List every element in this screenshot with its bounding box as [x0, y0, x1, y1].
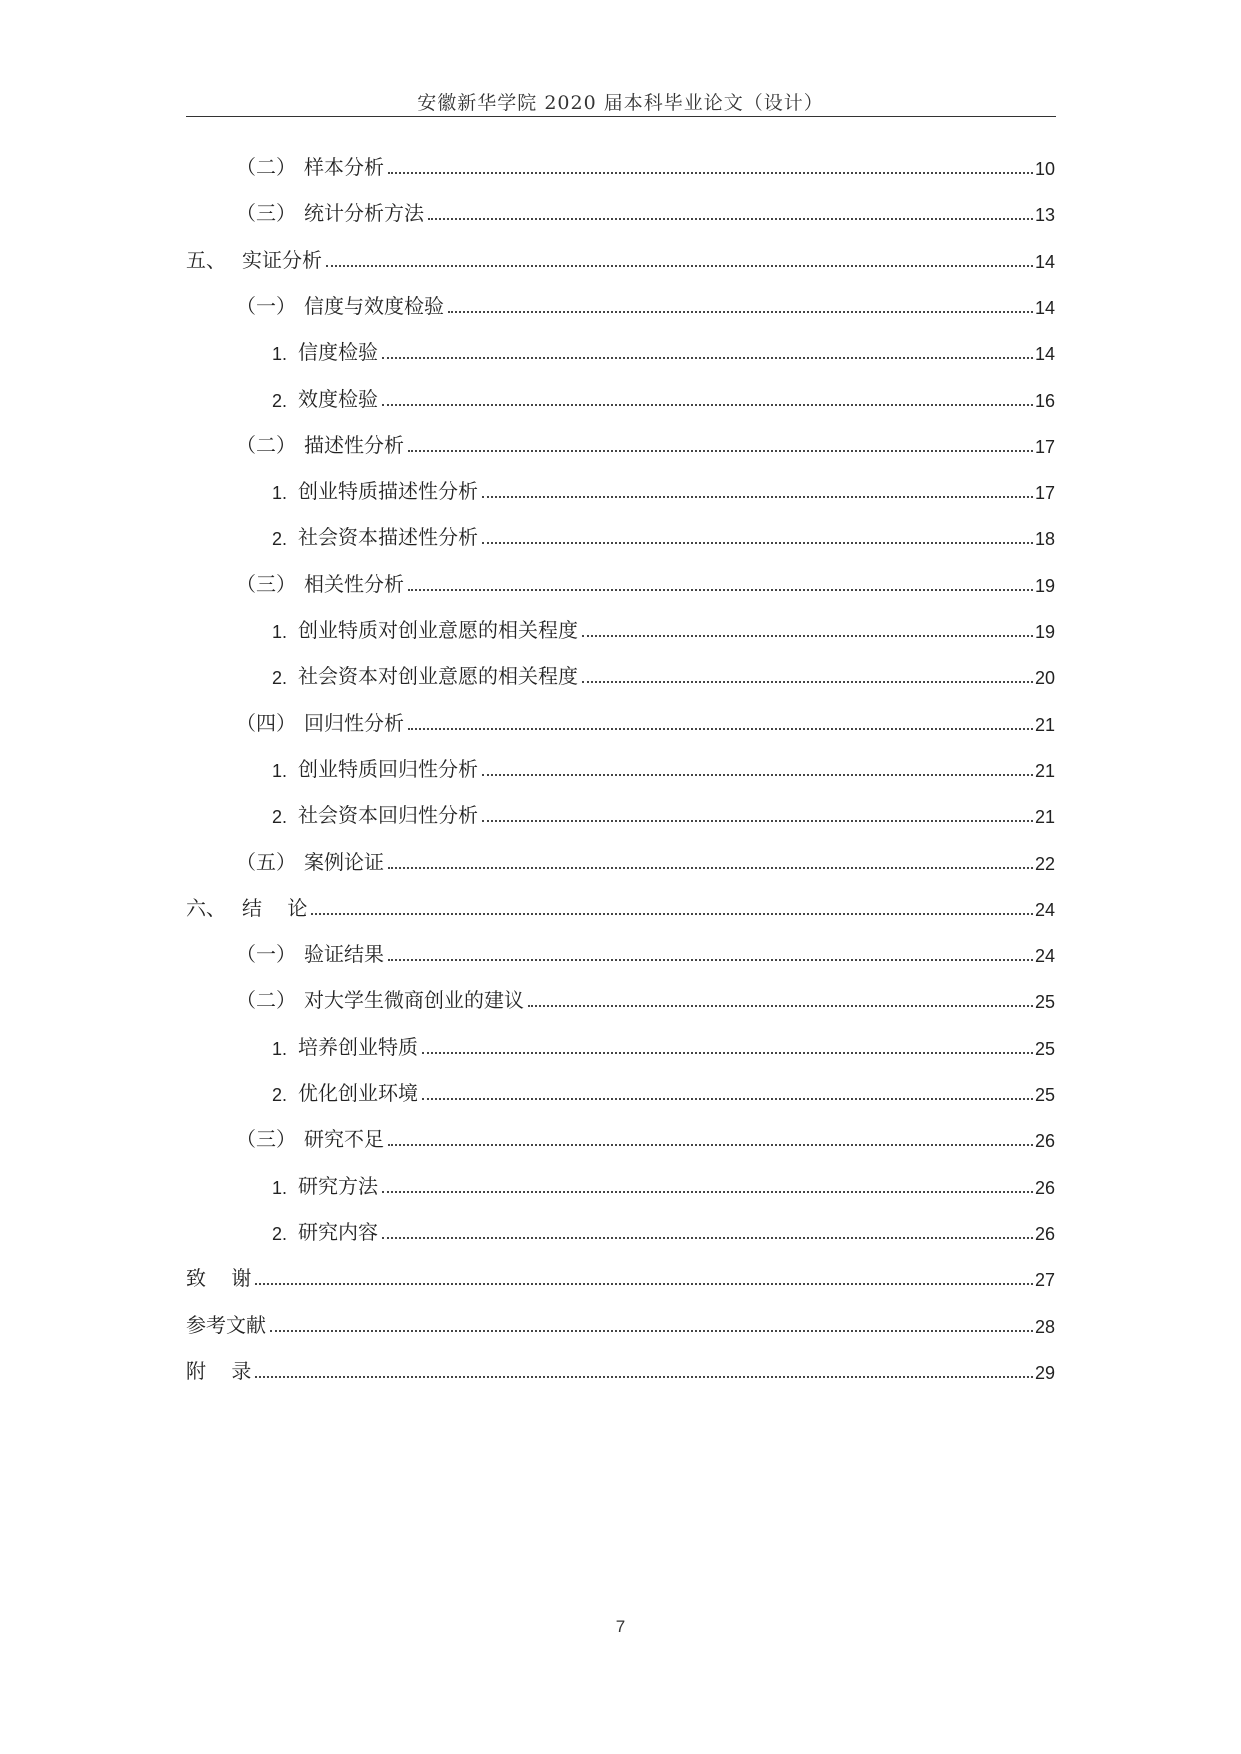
toc-entry-title: 结 论 [242, 895, 308, 920]
toc-entry-page: 24 [1034, 899, 1055, 920]
toc-entry-title: 回归性分析 [304, 710, 404, 735]
toc-entry-page: 25 [1034, 1085, 1055, 1105]
toc-entry-title: 研究方法 [298, 1173, 378, 1198]
dot-leader [482, 820, 1033, 822]
running-header: 安徽新华学院 2020 届本科毕业论文（设计） [417, 92, 824, 114]
dot-leader [382, 1237, 1033, 1239]
toc-entry-number: （一） [236, 293, 296, 318]
toc-entry-page: 14 [1034, 344, 1055, 365]
toc-entry[interactable] [0, 289, 1241, 319]
toc-entry[interactable] [0, 428, 1241, 458]
toc-entry[interactable] [0, 845, 1241, 875]
toc-entry-title: 优化创业环境 [298, 1081, 418, 1105]
dot-leader [448, 311, 1033, 313]
toc-entry-title: 社会资本回归性分析 [298, 803, 478, 828]
toc-entry-title: 培养创业特质 [298, 1034, 418, 1059]
toc-entry-page: 29 [1034, 1362, 1055, 1383]
dot-leader [582, 635, 1033, 637]
toc-entry[interactable] [0, 937, 1241, 967]
dot-leader [255, 1376, 1033, 1378]
page-number: 7 [615, 1617, 626, 1636]
toc-entry-title: 统计分析方法 [304, 201, 424, 226]
dot-leader [408, 728, 1033, 730]
dot-leader [270, 1330, 1033, 1332]
toc-entry-number: 2. [272, 529, 288, 550]
toc-entry-number: 1. [272, 622, 288, 642]
toc-entry-title: 相关性分析 [304, 571, 404, 596]
toc-entry[interactable] [0, 706, 1241, 736]
toc-entry-page: 16 [1034, 390, 1055, 411]
dot-leader [582, 681, 1033, 683]
toc-entry-number: （二） [236, 155, 296, 179]
dot-leader [255, 1283, 1033, 1285]
toc-entry-title: 创业特质回归性分析 [298, 756, 478, 781]
toc-entry-page: 26 [1034, 1131, 1055, 1152]
dot-leader [482, 774, 1033, 776]
toc-entry-page: 14 [1034, 251, 1055, 272]
toc-entry-page: 20 [1034, 668, 1055, 689]
toc-entry-page: 21 [1034, 760, 1055, 781]
dot-leader [422, 1052, 1033, 1054]
dot-leader [382, 357, 1033, 359]
toc-entry-page: 10 [1034, 159, 1055, 179]
toc-entry-title: 附 录 [186, 1358, 252, 1383]
toc-entry[interactable] [0, 798, 1241, 828]
toc-entry-number: （四） [236, 710, 296, 735]
dot-leader [388, 867, 1033, 869]
dot-leader [388, 172, 1033, 174]
toc-entry-page: 19 [1034, 575, 1055, 596]
toc-entry-number: 六、 [186, 895, 226, 920]
toc-entry-page: 26 [1034, 1223, 1055, 1244]
toc-entry-page: 27 [1034, 1270, 1055, 1291]
toc-entry-number: 1. [272, 483, 288, 504]
dot-leader [482, 496, 1033, 498]
toc-entry-page: 21 [1034, 714, 1055, 735]
toc-entry[interactable] [0, 474, 1241, 504]
dot-leader [428, 218, 1033, 220]
toc-entry[interactable] [0, 520, 1241, 550]
toc-entry-title: 效度检验 [298, 386, 378, 411]
toc-entry[interactable] [0, 1122, 1241, 1152]
toc-entry-page: 25 [1034, 1038, 1055, 1059]
dot-leader [408, 450, 1033, 452]
toc-entry-number: （三） [236, 1127, 296, 1152]
toc-entry-title: 创业特质描述性分析 [298, 479, 478, 504]
toc-entry-page: 26 [1034, 1177, 1055, 1198]
dot-leader [388, 1144, 1033, 1146]
toc-entry-page: 17 [1034, 436, 1055, 457]
toc-entry-page: 21 [1034, 807, 1055, 828]
header-rule [186, 116, 1056, 117]
toc-entry-title: 社会资本对创业意愿的相关程度 [298, 664, 578, 689]
toc-entry[interactable] [0, 1354, 1241, 1384]
toc-entry-number: 1. [272, 760, 288, 781]
toc-entry-title: 致 谢 [186, 1266, 252, 1291]
toc-entry-page: 19 [1034, 622, 1055, 642]
toc-entry[interactable] [0, 1169, 1241, 1199]
toc-entry-page: 17 [1034, 483, 1055, 504]
dot-leader [326, 265, 1033, 267]
dot-leader [408, 589, 1033, 591]
toc-entry-number: （三） [236, 201, 296, 226]
toc-entry-title: 实证分析 [242, 247, 322, 272]
toc-entry-page: 18 [1034, 529, 1055, 550]
toc-entry-page: 13 [1034, 205, 1055, 226]
toc-entry[interactable] [0, 1030, 1241, 1060]
toc-entry-number: 五、 [186, 247, 226, 272]
toc-entry[interactable] [0, 335, 1241, 365]
toc-entry[interactable] [0, 567, 1241, 597]
dot-leader [311, 913, 1033, 915]
toc-entry[interactable] [0, 659, 1241, 689]
toc-entry-number: （一） [236, 942, 296, 967]
toc-entry[interactable] [0, 150, 1241, 180]
dot-leader [528, 1005, 1033, 1007]
toc-entry-title: 信度检验 [298, 340, 378, 365]
toc-entry[interactable] [0, 243, 1241, 273]
toc-entry-number: 2. [272, 807, 288, 828]
toc-entry-page: 22 [1034, 853, 1055, 874]
toc-entry-title: 信度与效度检验 [304, 293, 444, 318]
toc-entry[interactable] [0, 1215, 1241, 1245]
toc-entry[interactable] [0, 983, 1241, 1013]
toc-entry-page: 25 [1034, 992, 1055, 1013]
dot-leader [422, 1098, 1033, 1100]
toc-entry-page: 28 [1034, 1316, 1055, 1337]
toc-entry-number: 2. [272, 1223, 288, 1244]
toc-entry-number: （二） [236, 432, 296, 457]
toc-entry-number: 2. [272, 1085, 288, 1105]
toc-entry-number: 1. [272, 1038, 288, 1059]
toc-entry[interactable] [0, 196, 1241, 226]
toc-entry-title: 对大学生微商创业的建议 [304, 988, 524, 1013]
toc-entry-page: 24 [1034, 946, 1055, 967]
toc-entry-title: 研究内容 [298, 1219, 378, 1244]
toc-entry[interactable] [0, 1308, 1241, 1338]
toc-entry-title: 参考文献 [186, 1312, 266, 1337]
toc-entry-number: （三） [236, 571, 296, 596]
toc-entry-title: 案例论证 [304, 849, 384, 874]
toc-entry-page: 14 [1034, 297, 1055, 318]
toc-entry-number: （二） [236, 988, 296, 1013]
toc-entry[interactable] [0, 752, 1241, 782]
dot-leader [482, 542, 1033, 544]
toc-entry-title: 描述性分析 [304, 432, 404, 457]
dot-leader [382, 404, 1033, 406]
toc-entry-number: 1. [272, 344, 288, 365]
toc-entry[interactable] [0, 382, 1241, 412]
toc-entry-title: 社会资本描述性分析 [298, 525, 478, 550]
toc-entry-number: 2. [272, 390, 288, 411]
dot-leader [388, 959, 1033, 961]
toc-entry[interactable] [0, 1261, 1241, 1291]
toc-entry-number: 2. [272, 668, 288, 689]
toc-entry-title: 创业特质对创业意愿的相关程度 [298, 618, 578, 642]
toc-entry-number: 1. [272, 1177, 288, 1198]
toc-entry[interactable] [0, 891, 1241, 921]
dot-leader [382, 1191, 1033, 1193]
toc-entry-title: 验证结果 [304, 942, 384, 967]
toc-entry-number: （五） [236, 849, 296, 874]
toc-entry[interactable] [0, 613, 1241, 643]
toc-entry-title: 研究不足 [304, 1127, 384, 1152]
toc-entry-title: 样本分析 [304, 155, 384, 179]
toc-entry[interactable] [0, 1076, 1241, 1106]
